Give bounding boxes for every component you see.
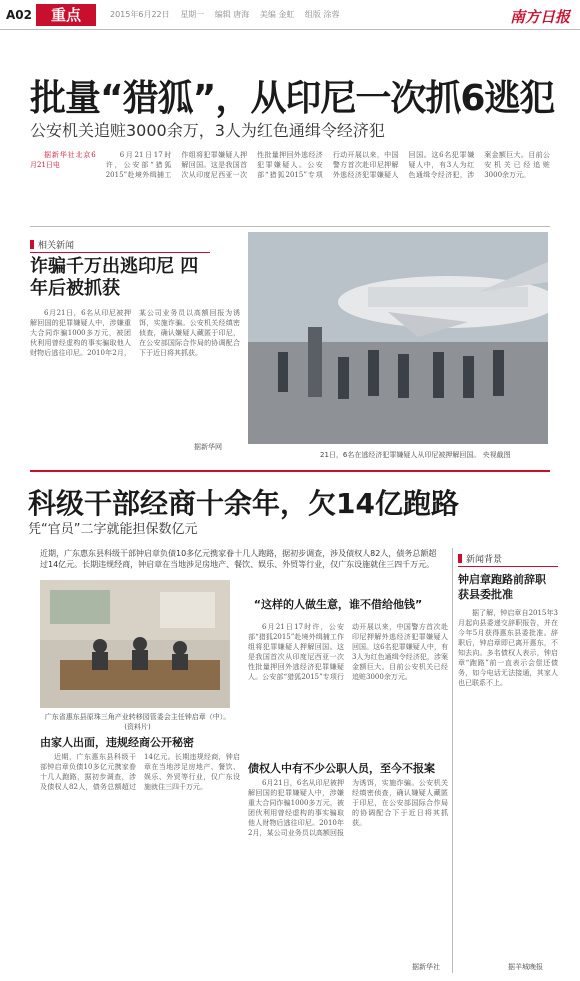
story-divider bbox=[30, 470, 550, 472]
related-credit: 据新华网 bbox=[194, 443, 222, 451]
pull-quote: “这样的人做生意，谁不借给他钱” bbox=[253, 598, 423, 611]
issue-date: 2015年6月22日 bbox=[110, 10, 170, 19]
story2-lead: 近期，广东惠东县科级干部钟启章负债10多亿元携家眷十几人跑路，据初步调查，涉及债权人82人，债务总额超过14亿元。长期违规经商，钟启章在当地涉足房地产、餐饮、娱乐、外贸等行业，仅广东设施就住三四千万元。 bbox=[40, 549, 437, 569]
page-number: A02 bbox=[6, 8, 32, 22]
meeting-photo bbox=[40, 580, 230, 708]
photo2-caption-text: 广东省惠东县原珠三角产业转移园管委会主任钟启章（中）。 bbox=[44, 713, 231, 721]
editor: 编辑 唐海 bbox=[214, 10, 250, 19]
headline-2: 科级干部经商十余年，欠14亿跑路 bbox=[28, 487, 459, 520]
proofreader: 组版 涂蓉 bbox=[304, 10, 340, 19]
xinhua-credit: 据新华社 bbox=[412, 963, 440, 971]
related-body-repeat: 6月21日，6名从印尼被押解回国的犯罪嫌疑人中，涉嫌重大合同诈骗1000多万元，被团伙利用曾经虚构的事实骗取他人财物后逃往印尼。2010年2月，某公司业务员以高额回报为诱饵，实施诈骗。公安机关经缜密侦查，确认嫌疑人藏匿于印尼，在公安部国际合作局的协调配合下于近日将其抓获。 bbox=[248, 779, 448, 837]
airport-photo bbox=[248, 232, 548, 444]
related-paragraph: 6月21日，6名从印尼被押解回国的犯罪嫌疑人中，涉嫌重大合同诈骗1000多万元，被团伙利用曾经虚构的事实骗取他人财物后逃往印尼。2010年2月，某公司业务员以高额回报为诱饵，实施诈骗。公安机关经缜密侦查，确认嫌疑人藏匿于印尼，在公安部国际合作局的协调配合下于近日将其抓获。 bbox=[30, 309, 240, 357]
photo2-caption bbox=[40, 712, 235, 732]
photo1-caption: 21日，6名在逃经济犯罪嫌疑人从印尼被押解回国。 央视截图 bbox=[320, 451, 511, 459]
background-body bbox=[458, 608, 558, 958]
column-rule bbox=[452, 548, 453, 973]
background-credit: 据羊城晚报 bbox=[508, 963, 543, 971]
related-body bbox=[30, 308, 240, 458]
story2-col-a bbox=[40, 752, 240, 972]
story1-paragraph: 6月21日17时许，公安部“猎狐2015”赴境外缉捕工作组将犯罪嫌疑人押解回国。这是我国首次从印度尼西亚一次性批量押回外逃经济犯罪嫌疑人。公安部“猎狐2015”专项行动开展以来，中国警方首次赴印尼押解外逃经济犯罪嫌疑人回国。这6名犯罪嫌疑人中，有3人为红色通缉令经济犯，涉案金额巨大。目前公安机关已经追赃3000余万元。 bbox=[105, 151, 550, 179]
photo2-credit: (资料片) bbox=[124, 723, 151, 731]
background-tag: 新闻背景 bbox=[458, 552, 558, 567]
story2-col-c bbox=[248, 778, 448, 968]
story2-col-b bbox=[248, 622, 448, 752]
related-headline: 诈骗千万出逃印尼 四年后被抓获 bbox=[30, 256, 199, 299]
section-b-title: 债权人中有不少公职人员，至今不报案 bbox=[248, 762, 435, 775]
weekday: 星期一 bbox=[180, 10, 205, 19]
background-paragraph: 据了解，钟启章自2015年3月起向县委递交辞职报告，并在今年5月获得惠东县委批准。辞职后，钟启章即已离开惠东，不知去向。多名债权人表示，钟启章“跑路”前一直表示会偿还债务，如今电话无法接通，其家人也已联系不上。 bbox=[458, 609, 558, 687]
section-tag: 重点 bbox=[36, 4, 96, 26]
newspaper-logo: 南方日报 bbox=[510, 8, 571, 26]
subhead-2: 凭“官员”二字就能担保数亿元 bbox=[28, 522, 198, 537]
related-tag: 相关新闻 bbox=[30, 238, 210, 253]
divider bbox=[30, 226, 550, 227]
masthead bbox=[0, 0, 580, 30]
story2-lead-repeat: 近期，广东惠东县科级干部钟启章负债10多亿元携家眷十几人跑路，据初步调查，涉及债权人82人，债务总额超过14亿元。长期违规经商，钟启章在当地涉足房地产、餐饮、娱乐、外贸等行业，仅广东设施就住三四千万元。 bbox=[40, 753, 240, 791]
story1-body bbox=[30, 150, 550, 216]
designer: 美编 金虹 bbox=[259, 10, 295, 19]
section-a-title: 由家人出面，违规经商公开秘密 bbox=[40, 736, 194, 749]
masthead-meta bbox=[110, 9, 347, 20]
story1-body-repeat: 6月21日17时许，公安部“猎狐2015”赴境外缉捕工作组将犯罪嫌疑人押解回国。这是我国首次从印度尼西亚一次性批量押回外逃经济犯罪嫌疑人。公安部“猎狐2015”专项行动开展以来，中国警方首次赴印尼押解外逃经济犯罪嫌疑人回国。这6名犯罪嫌疑人中，有3人为红色通缉令经济犯，涉案金额巨大。目前公安机关已经追赃3000余万元。 bbox=[248, 623, 448, 681]
dateline: 据新华社北京6月21日电 bbox=[30, 151, 96, 169]
headline-1: 批量“猎狐”，从印尼一次抓6逃犯 bbox=[30, 78, 555, 119]
background-headline: 钟启章跑路前辞职 获县委批准 bbox=[458, 573, 546, 601]
subhead-1: 公安机关追赃3000余万，3人为红色通缉令经济犯 bbox=[30, 121, 385, 140]
